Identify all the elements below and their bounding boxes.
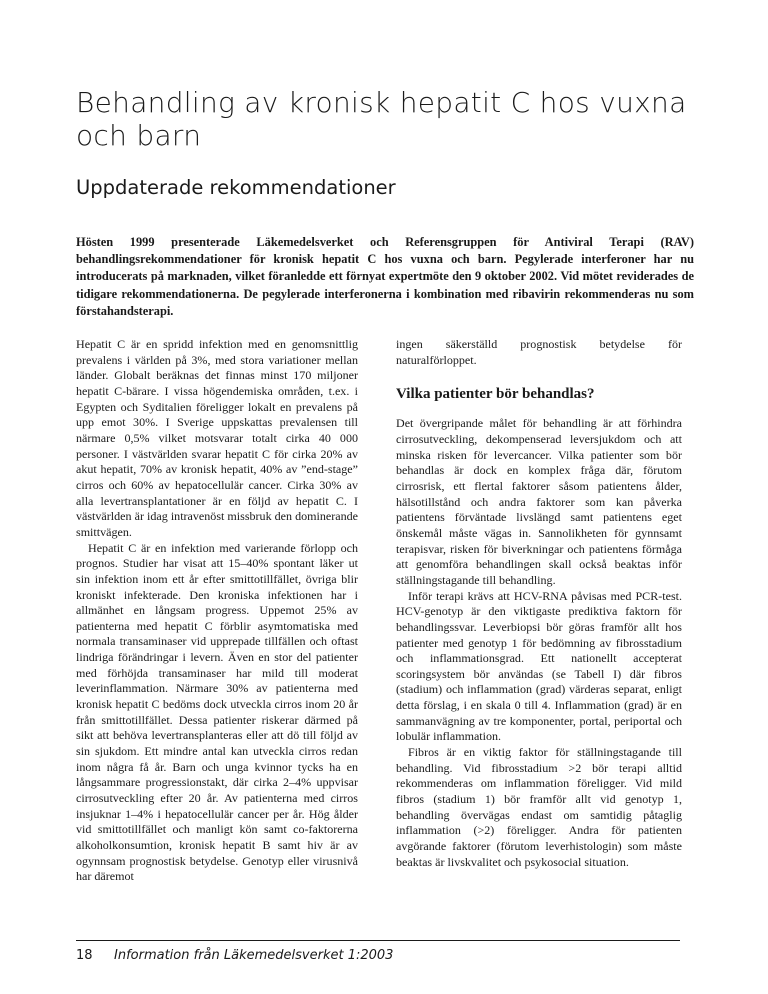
- left-column: [76, 337, 358, 885]
- right-column: [396, 337, 682, 870]
- section-heading: Vilka patienter bör behandlas?: [396, 386, 595, 403]
- footer-divider: [76, 940, 680, 941]
- page-number: 18: [76, 948, 93, 963]
- page-subtitle: Uppdaterade rekommendationer: [76, 176, 396, 199]
- lead-paragraph: Hösten 1999 presenterade Läkemedelsverket och Referensgruppen för Antiviral Terapi (RAV) behandlingsrekommendationer för kronisk hepatit C hos vuxna och barn. Pegylerade interferoner har nu introducerats på marknaden, vilket föranledde ett förnyat expertmöte den 9 oktober 2002. Vid mötet reviderades de tidigare rekommendationerna. De pegylerade interferonerna i kombination med ribavirin rekommenderas nu som förstahandsterapi.: [76, 235, 694, 318]
- publication-source: Information från Läkemedelsverket 1:2003: [114, 948, 394, 963]
- body-paragraph: Hepatit C är en spridd infektion med en genomsnittlig prevalens i världen på 3%, med stora variationer mellan länder. Globalt beräknas det finnas minst 170 miljoner hepatit C-bärare. I vissa högendemiska områden, t.ex. i Egypten och Syditalien föreligger lokalt en prevalens på upp emot 30%. I Sverige uppskattas prevalensen till närmare 0,5% vilket motsvarar totalt cirka 40 000 personer. I västvärlden svarar hepatit C för cirka 20% av akut hepatit, 70% av kronisk hepatit, 40% av ”end-stage” cirros och 60% av hepatocellulär cancer. Cirka 30% av alla levertransplantationer är en följd av hepatit C. I västvärlden är idag intravenöst missbruk den dominerande smittvägen.: [76, 337, 358, 539]
- body-paragraph: Fibros är en viktig faktor för ställningstagande till behandling. Vid fibrosstadium >2 bör terapi alltid rekommenderas om inflammation föreligger. Vid mild fibros (stadium 1) bör framför allt vid genotyp 1, behandling övervägas endast om samtidig påtaglig inflammation (>2) föreligger. Andra för patienten avgörande faktorer (förutom leverhistologin) som måste beaktas är livskvalitet och psykosocial situation.: [396, 745, 682, 869]
- body-paragraph: Inför terapi krävs att HCV-RNA påvisas med PCR-test. HCV-genotyp är den viktigaste prediktiva faktorn för behandlingssvar. Leverbiopsi bör göras framför allt hos patienter med genotyp 1 för bedömning av fibrosstadium och inflammationsgrad. Ett nationellt accepterat scoringsystem bör användas (se Tabell I) där fibros (stadium) och inflammation (grad) värderas separat, enligt detta förslag, i en skala 0 till 4. Inflammation (grad) är en sammanvägning av tre komponenter, portal, periportal och lobulär inflammation.: [396, 588, 682, 744]
- page-title: Behandling av kronisk hepatit C hos vuxna och barn: [76, 86, 687, 152]
- body-paragraph: Det övergripande målet för behandling är att förhindra cirrosutveckling, dekompenserad leversjukdom och att minska risken för levercancer. Vilka patienter som bör behandlas är dock en komplex fråga där, förutom cirrosrisk, ett flertal faktorer såsom patientens ålder, hälsotillstånd och andra faktorer som kan påverka patientens förväntade livslängd samt patientens eget önskemål måste vägas in. Sannolikheten för gynnsamt terapisvar, risken för biverkningar och patientens förmåga att genomföra behandlingen skall också beaktas inför ställningstagande till behandling.: [396, 416, 682, 587]
- body-paragraph: ingen säkerställd prognostisk betydelse för naturalförloppet.: [396, 337, 682, 367]
- body-paragraph: Hepatit C är en infektion med varierande förlopp och prognos. Studier har visat att 15–40% spontant läker ut sin infektion inom ett år efter smittotillfället, övriga blir kroniskt infekterade. Den kroniska infektionen har i allmänhet en långsam progress. Uppemot 25% av patienterna med hepatit C förblir asymtomatiska med normala transaminaser vid upprepade tillfällen och oftast lindriga förändringar i levern. Även en stor del patienter med förhöjda transaminaser har mild till moderat leverinflammation. Närmare 30% av patienterna med kronisk hepatit C bedöms dock utveckla cirros inom 20 år från smittotillfället. Dessa patienter riskerar därmed på sikt att behöva levertransplanteras eller att dö till följd av sin sjukdom. Ett mindre antal kan utveckla cirros redan inom några få år. Barn och unga kvinnor tycks ha en långsammare progressionstakt, där cirka 2–4% uppvisar cirrosutveckling efter 20 år. Av patienterna med cirros insjuknar 1–4% i hepatocellulär cancer per år. Hög ålder vid smittotillfället och manligt kön samt co-faktorerna alkoholkonsumtion, kronisk hepatit B samt hiv är av ogynnsam prognostisk betydelse. Genotyp eller virusnivå har däremot: [76, 540, 358, 884]
